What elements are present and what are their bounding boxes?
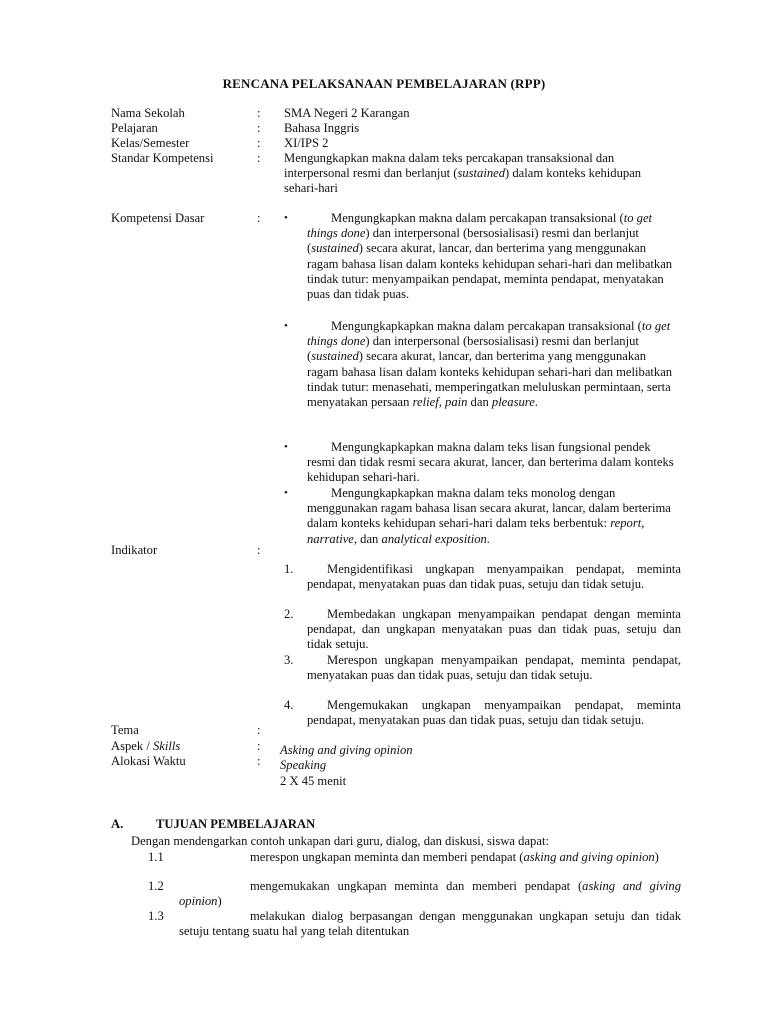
- section-heading: A. TUJUAN PEMBELAJARAN: [111, 817, 316, 831]
- kompetensi-item: Mengungkapkapkan makna dalam percakapan transaksional (to get things done) dan interpersonal (bersosialisasi) resmi dan berlanjut (sustained) secara akurat, lancar, dan berterima yang menggunakan ragam bahasa lisan dalam konteks kehidupan sehari-hari dan melibatkan tindak tutur: menasehati, memperingatkan meluluskan permintaan, serta menyatakan persaan relief, pain dan pleasure.: [307, 319, 673, 410]
- colon: :: [257, 151, 261, 165]
- colon: :: [257, 723, 261, 737]
- objective-number: 1.2: [148, 879, 164, 893]
- colon: :: [257, 121, 261, 135]
- label-kelas-semester: Kelas/Semester: [111, 136, 190, 150]
- colon: :: [257, 543, 261, 557]
- indikator-item: Mengidentifikasi ungkapan menyampaikan pendapat, meminta pendapat, menyatakan puas dan tidak puas, setuju dan tidak setuju.: [307, 562, 681, 592]
- indikator-item: Mengemukakan ungkapan menyampaikan pendapat, meminta pendapat, menyatakan puas dan tidak puas, setuju dan tidak setuju.: [307, 698, 681, 728]
- value-aspek: Speaking: [280, 758, 327, 772]
- label-tema: Tema: [111, 723, 139, 737]
- value-nama-sekolah: SMA Negeri 2 Karangan: [284, 106, 410, 120]
- indikator-number: 3.: [284, 653, 294, 667]
- indikator-number: 1.: [284, 562, 294, 576]
- section-intro: Dengan mendengarkan contoh unkapan dari guru, dialog, dan diskusi, siswa dapat:: [131, 834, 549, 848]
- label-standar-kompetensi: Standar Kompetensi: [111, 151, 214, 165]
- label-kompetensi-dasar: Kompetensi Dasar: [111, 211, 205, 225]
- colon: :: [257, 739, 261, 753]
- indikator-item: Merespon ungkapan menyampaikan pendapat, meminta pendapat, menyatakan puas dan tidak puas, setuju dan tidak setuju.: [307, 653, 681, 683]
- value-tema: Asking and giving opinion: [280, 743, 413, 757]
- value-kelas-semester: XI/IPS 2: [284, 136, 329, 150]
- value-alokasi: 2 X 45 menit: [280, 774, 347, 788]
- bullet-icon: •: [284, 487, 288, 499]
- kompetensi-item: Mengungkapkan makna dalam percakapan transaksional (to get things done) dan interpersonal (bersosialisasi) resmi dan berlanjut (sustained) secara akurat, lancar, dan berterima yang menggunakan ragam bahasa lisan dalam konteks kehidupan sehari-hari dan melibatkan tindak tutur: menyampaikan pendapat, meminta pendapat, menyatakan puas dan tidak puas.: [307, 211, 673, 302]
- objective-number: 1.3: [148, 909, 164, 923]
- colon: :: [257, 106, 261, 120]
- value-standar-kompetensi: Mengungkapkan makna dalam teks percakapan transaksional dan interpersonal resmi dan berlanjut (sustained) dalam konteks kehidupan sehari-hari: [284, 151, 642, 196]
- document-title: RENCANA PELAKSANAAN PEMBELAJARAN (RPP): [222, 76, 546, 91]
- colon: :: [257, 211, 261, 225]
- indikator-item: Membedakan ungkapan menyampaikan pendapat dengan meminta pendapat, dan ungkapan menyatakan puas dan tidak puas, setuju dan tidak setuju.: [307, 607, 681, 652]
- label-alokasi-waktu: Alokasi Waktu: [111, 754, 186, 768]
- bullet-icon: •: [284, 212, 288, 224]
- objective-item: melakukan dialog berpasangan dengan menggunakan ungkapan setuju dan tidak setuju tentang suatu hal yang telah ditentukan: [179, 909, 681, 939]
- label-aspek-skills: Aspek / Skills: [111, 739, 181, 753]
- objective-number: 1.1: [148, 850, 164, 864]
- kompetensi-item: Mengungkapkapkan makna dalam teks monolog dengan menggunakan ragam bahasa lisan secara akurat, lancar, dalam berterima dalam konteks kehidupan sehari-hari dalam teks berbentuk: report, narrative, dan analytical exposition.: [307, 486, 671, 546]
- indikator-number: 2.: [284, 607, 294, 621]
- label-indikator: Indikator: [111, 543, 158, 557]
- objective-item: merespon ungkapan meminta dan memberi pendapat (asking and giving opinion): [250, 850, 659, 864]
- objective-item: mengemukakan ungkapan meminta dan memberi pendapat (asking and giving opinion): [179, 879, 682, 909]
- label-nama-sekolah: Nama Sekolah: [111, 106, 185, 120]
- value-pelajaran: Bahasa Inggris: [284, 121, 360, 135]
- bullet-icon: •: [284, 441, 288, 453]
- indikator-number: 4.: [284, 698, 294, 712]
- kompetensi-item: Mengungkapkapkan makna dalam teks lisan fungsional pendek resmi dan tidak resmi secara akurat, lancer, dan berterima dalam konteks kehidupan sehari-hari.: [307, 440, 674, 485]
- label-pelajaran: Pelajaran: [111, 121, 158, 135]
- colon: :: [257, 754, 261, 768]
- colon: :: [257, 136, 261, 150]
- bullet-icon: •: [284, 320, 288, 332]
